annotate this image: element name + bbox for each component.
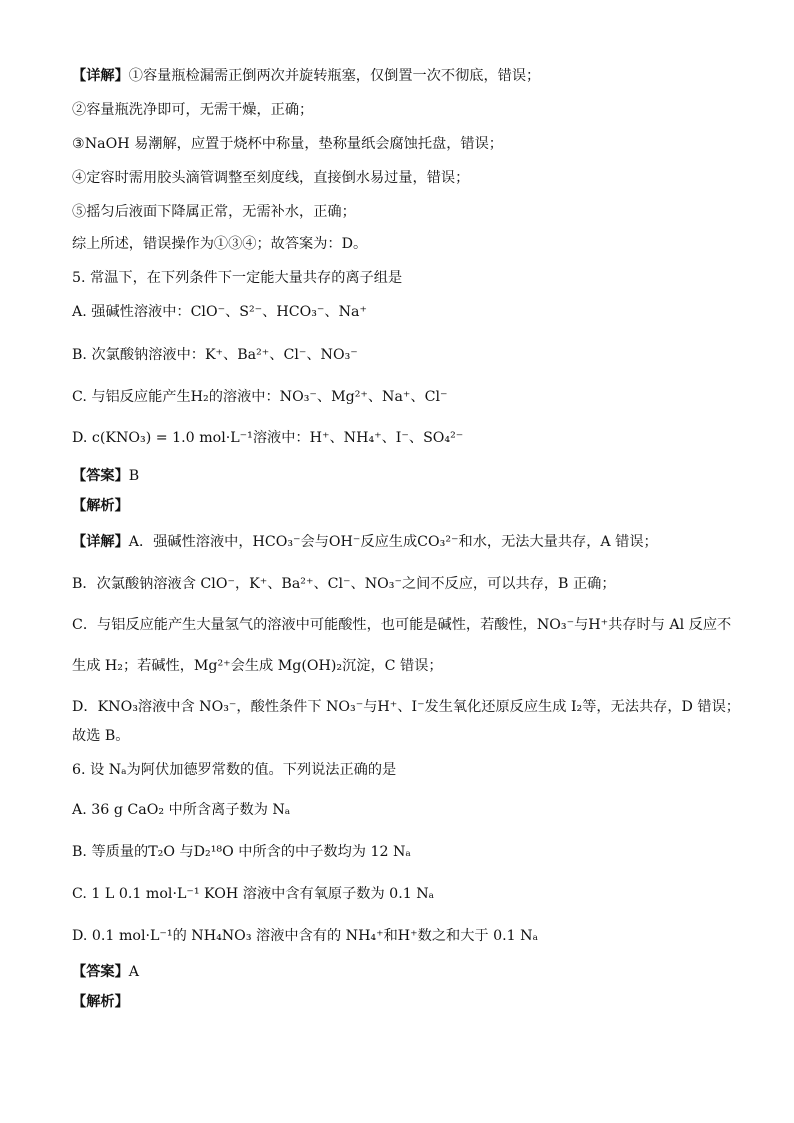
question-6-answer: 【答案】A	[72, 964, 140, 980]
question-5-conclusion: 故选 B。	[72, 728, 130, 744]
detail-line-5: ⑤摇匀后液面下降属正常，无需补水，正确；	[72, 204, 356, 220]
question-5-explain-a: 【详解】A．强碱性溶液中，HCO₃⁻会与OH⁻反应生成CO₃²⁻和水，无法大量共存，A 错误；	[72, 534, 658, 550]
question-6-option-c: C. 1 L 0.1 mol·L⁻¹ KOH 溶液中含有氧原子数为 0.1 Nₐ	[72, 886, 435, 902]
question-5-explain-d: D．KNO₃溶液中含 NO₃⁻，酸性条件下 NO₃⁻与H⁺、I⁻发生氧化还原反应生成 I₂等，无法共存，D 错误；	[72, 699, 740, 715]
detail-line-4: ④定容时需用胶头滴管调整至刻度线，直接倒水易过量，错误；	[72, 170, 470, 186]
detail-line-3: ③NaOH 易潮解，应置于烧杯中称量，垫称量纸会腐蚀托盘，错误；	[72, 136, 503, 152]
detail-line-6: 综上所述，错误操作为①③④；故答案为：D。	[72, 236, 368, 252]
question-6-option-a: A. 36 g CaO₂ 中所含离子数为 Nₐ	[72, 802, 291, 818]
detail-line-1: 【详解】①容量瓶检漏需正倒两次并旋转瓶塞，仅倒置一次不彻底，错误；	[72, 68, 541, 84]
question-5-stem: 5. 常温下，在下列条件下一定能大量共存的离子组是	[72, 270, 403, 286]
detail-head: 【详解】	[72, 68, 129, 84]
question-5-option-a: A. 强碱性溶液中：ClO⁻、S²⁻、HCO₃⁻、Na⁺	[72, 304, 367, 320]
question-6-option-d: D. 0.1 mol·L⁻¹的 NH₄NO₃ 溶液中含有的 NH₄⁺和H⁺数之和大于 0.1 Nₐ	[72, 928, 539, 944]
question-6-analysis-label: 【解析】	[72, 994, 129, 1010]
question-5-explain-c1: C．与铝反应能产生大量氢气的溶液中可能酸性，也可能是碱性，若酸性，NO₃⁻与H⁺共存时与 Al 反应不	[72, 617, 732, 633]
question-5-explain-c2: 生成 H₂；若碱性，Mg²⁺会生成 Mg(OH)₂沉淀，C 错误；	[72, 658, 443, 674]
question-5-option-c: C. 与铝反应能产生H₂的溶液中：NO₃⁻、Mg²⁺、Na⁺、Cl⁻	[72, 389, 448, 405]
answer-value: B	[128, 468, 140, 484]
question-6-option-b: B. 等质量的T₂O 与D₂¹⁸O 中所含的中子数均为 12 Nₐ	[72, 844, 411, 860]
question-5-explain-b: B．次氯酸钠溶液含 ClO⁻，K⁺、Ba²⁺、Cl⁻、NO₃⁻之间不反应，可以共存，B 正确；	[72, 576, 616, 592]
question-5-analysis-label: 【解析】	[72, 498, 129, 514]
question-5-answer: 【答案】B	[72, 468, 140, 484]
answer-value: A	[128, 964, 140, 980]
question-6-stem: 6. 设 Nₐ为阿伏加德罗常数的值。下列说法正确的是	[72, 762, 397, 778]
detail-line-2: ②容量瓶洗净即可，无需干燥，正确；	[72, 102, 314, 118]
question-5-option-d: D. c(KNO₃) = 1.0 mol·L⁻¹溶液中：H⁺、NH₄⁺、I⁻、SO₄²⁻	[72, 430, 464, 446]
question-5-option-b: B. 次氯酸钠溶液中：K⁺、Ba²⁺、Cl⁻、NO₃⁻	[72, 347, 358, 363]
